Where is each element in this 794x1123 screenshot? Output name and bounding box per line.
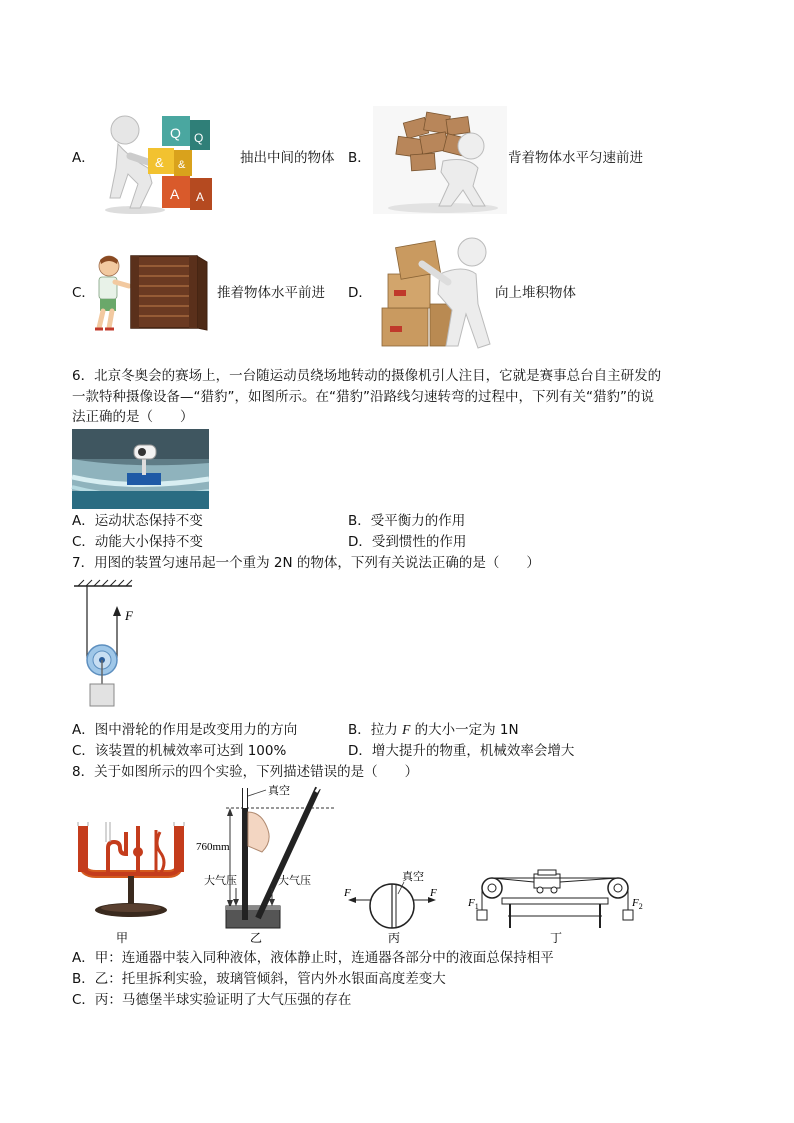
label-ding: 丁 — [550, 931, 563, 945]
option-7b-var: F — [402, 722, 411, 737]
cube-letter: A — [170, 186, 180, 202]
label-760mm: 760mm — [196, 841, 230, 853]
label-atm-2: 大气压 — [278, 874, 311, 887]
label-bing: 丙 — [388, 931, 401, 945]
option-text: 抽出中间的物体 — [240, 150, 335, 166]
option-8a: A．甲：连通器中装入同种液体，液体静止时，连通器各部分中的液面总保持相平 — [72, 950, 554, 966]
figure-connected-vessels — [78, 822, 184, 945]
figure-pushing-crate — [95, 252, 210, 332]
figure-movable-pulley — [70, 578, 150, 710]
cube-letter: Q — [194, 131, 204, 145]
label-atm-1: 大气压 — [204, 874, 237, 887]
label-F-left: F — [344, 887, 351, 899]
option-6d: D．受到惯性的作用 — [348, 534, 467, 550]
option-letter: B． — [348, 150, 371, 166]
option-6b: B．受平衡力的作用 — [348, 513, 466, 529]
option-text: 向上堆积物体 — [495, 285, 576, 301]
figure-four-experiments — [72, 782, 642, 948]
label-F2-sub: 2 — [638, 902, 643, 911]
option-8c: C．丙：马德堡半球实验证明了大气压强的存在 — [72, 992, 352, 1008]
cube-letter: A — [196, 190, 205, 204]
question-7-stem: 7．用图的装置匀速吊起一个重为 2N 的物体，下列有关说法正确的是（ ） — [72, 555, 540, 571]
question-8-stem: 8．关于如图所示的四个实验，下列描述错误的是（ ） — [72, 764, 419, 780]
question-6-line-3: 法正确的是（ ） — [72, 409, 194, 425]
label-vacuum-2: 真空 — [402, 870, 424, 883]
option-text: 推着物体水平前进 — [217, 285, 325, 301]
option-7b-pre: B．拉力 — [348, 722, 403, 738]
cube-letter: & — [155, 155, 164, 170]
option-text: 背着物体水平匀速前进 — [508, 150, 643, 166]
label-F1-main: F — [468, 897, 475, 909]
label-F2-main: F — [632, 897, 639, 909]
question-6-line-2: 一款特种摄像设备—“猎豹”，如图所示。在“猎豹”沿路线匀速转弯的过程中，下列有关“猎豹”的说 — [72, 389, 654, 405]
option-7b — [348, 720, 519, 740]
option-6a: A．运动状态保持不变 — [72, 513, 203, 529]
figure-magdeburg — [343, 869, 437, 945]
option-7d: D．增大提升的物重，机械效率会增大 — [348, 743, 575, 759]
figure-cheetah-camera — [72, 429, 209, 509]
figure-balance-forces — [467, 870, 643, 945]
option-7c: C．该装置的机械效率可达到 100% — [72, 743, 287, 759]
figure-carrying-boxes — [373, 106, 507, 214]
option-8b: B．乙：托里拆利实验，玻璃管倾斜，管内外水银面高度差变大 — [72, 971, 446, 987]
label-F-right: F — [430, 887, 437, 899]
option-letter: C． — [72, 285, 95, 301]
figure-cubes — [100, 108, 230, 216]
label-vacuum: 真空 — [268, 784, 290, 797]
question-6-line-1: 6．北京冬奥会的赛场上，一台随运动员绕场地转动的摄像机引人注目，它就是赛事总台自主研发的 — [72, 368, 662, 384]
option-6c: C．动能大小保持不变 — [72, 534, 203, 550]
label-F1 — [467, 897, 479, 911]
cube-letter: Q — [170, 125, 181, 141]
label-F2 — [631, 897, 643, 911]
option-7a: A．图中滑轮的作用是改变用力的方向 — [72, 722, 298, 738]
cube-letter: & — [178, 159, 186, 171]
option-7b-post: 的大小一定为 1N — [410, 722, 519, 738]
figure-stacking-boxes — [378, 234, 493, 354]
figure-torricelli — [196, 783, 334, 945]
option-letter: D． — [348, 285, 372, 301]
label-F1-sub: 1 — [474, 902, 479, 911]
label-yi: 乙 — [250, 931, 263, 945]
force-label-F: F — [125, 608, 133, 623]
label-jia: 甲 — [116, 931, 129, 945]
option-letter: A． — [72, 150, 95, 166]
